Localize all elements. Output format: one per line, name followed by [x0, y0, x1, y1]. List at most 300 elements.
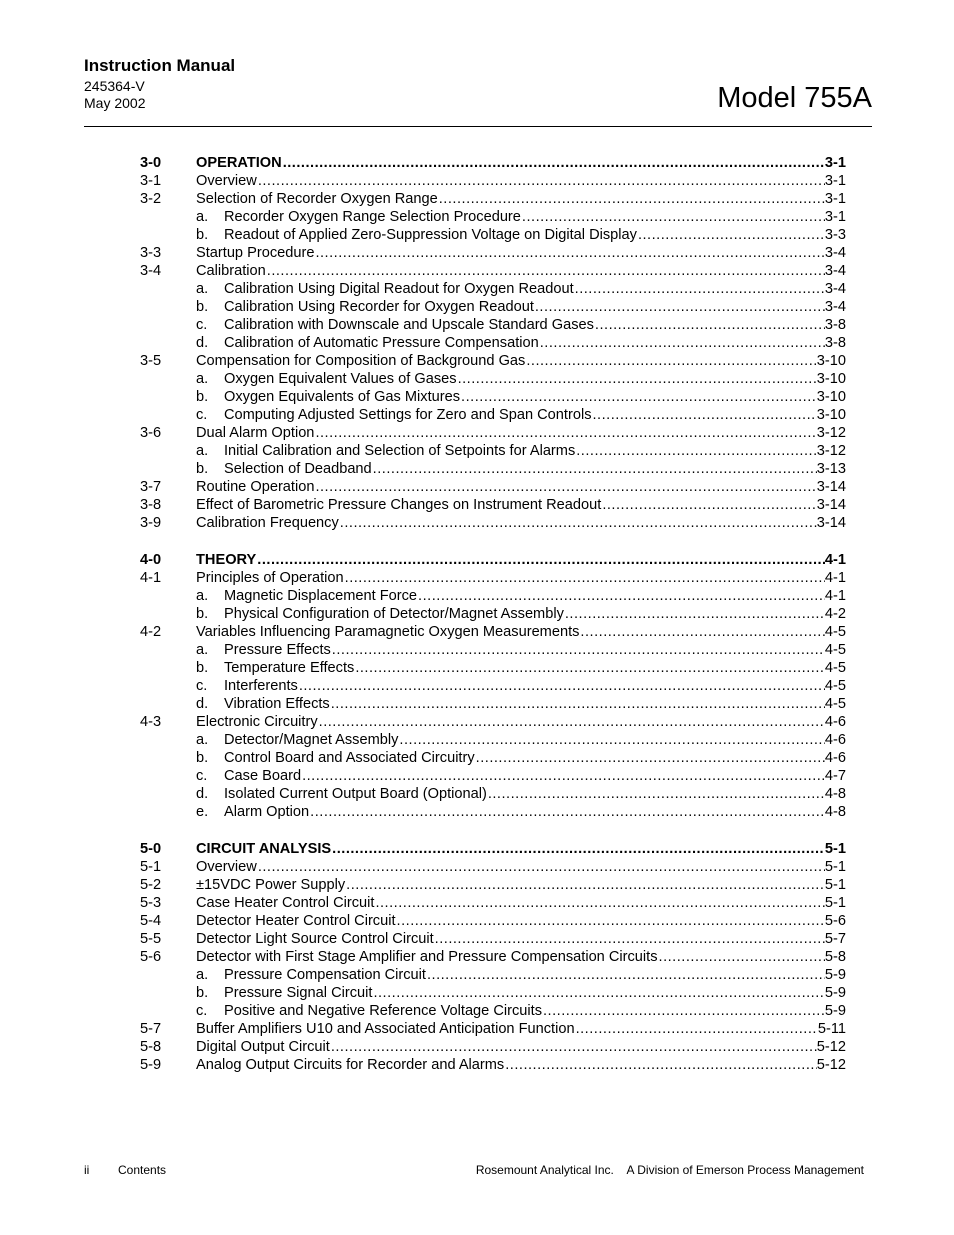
toc-entry-body	[224, 298, 846, 316]
toc-subsection-letter: b.	[196, 389, 209, 405]
toc-entry-title: Case Heater Control Circuit	[196, 895, 375, 911]
toc-entry[interactable]	[140, 948, 846, 966]
dot-leader	[331, 1038, 817, 1056]
toc-entry-body	[224, 316, 846, 334]
dot-leader	[331, 695, 825, 713]
toc-entry-title: Calibration Using Digital Readout for Oxygen Readout	[224, 281, 574, 297]
toc-entry-title: Recorder Oxygen Range Selection Procedure	[224, 209, 521, 225]
toc-entry-title: Calibration Using Recorder for Oxygen Readout	[224, 299, 534, 315]
toc-entry[interactable]	[140, 894, 846, 912]
toc-entry-title: Compensation for Composition of Background Gas	[196, 353, 526, 369]
dot-leader	[340, 514, 817, 532]
dot-leader	[375, 894, 824, 912]
toc-subsection-letter: c.	[196, 317, 208, 333]
toc-entry-body	[224, 388, 846, 406]
toc-page-number: 4-5	[824, 642, 846, 658]
toc-entry[interactable]	[140, 190, 846, 208]
toc-entry-body	[196, 1056, 846, 1074]
dot-leader	[302, 767, 825, 785]
toc-subsection-letter: a.	[196, 281, 209, 297]
dot-leader	[346, 876, 825, 894]
toc-entry-body	[196, 876, 846, 894]
toc-entry-title: Calibration of Automatic Pressure Compensation	[224, 335, 539, 351]
toc-entry-body	[196, 190, 846, 208]
toc-entry[interactable]	[140, 226, 846, 244]
toc-entry[interactable]	[140, 785, 846, 803]
toc-page-number: 3-12	[816, 443, 846, 459]
toc-entry-body	[224, 226, 846, 244]
toc-entry-title: Principles of Operation	[196, 570, 344, 586]
toc-page-number: 5-1	[824, 859, 846, 875]
toc-page-number: 5-7	[824, 931, 846, 947]
toc-page-number: 3-4	[824, 299, 846, 315]
toc-entry[interactable]	[140, 713, 846, 731]
footer-section: Contents	[118, 1163, 167, 1177]
toc-entry[interactable]	[140, 912, 846, 930]
toc-entry-body	[224, 641, 846, 659]
toc-page-number: 4-8	[824, 804, 846, 820]
toc-entry-body	[196, 858, 846, 876]
toc-entry[interactable]	[140, 569, 846, 587]
dot-leader	[543, 1002, 825, 1020]
toc-entry-title: Analog Output Circuits for Recorder and Alarms	[196, 1057, 505, 1073]
toc-page-number: 5-8	[824, 949, 846, 965]
toc-entry-body	[224, 749, 846, 767]
toc-page-number: 3-4	[824, 281, 846, 297]
toc-entry[interactable]	[140, 767, 846, 785]
model-name: Model 755A	[717, 82, 872, 114]
toc-page-number: 4-2	[824, 606, 846, 622]
toc-entry-body	[224, 1002, 846, 1020]
toc-entry[interactable]	[140, 930, 846, 948]
toc-entry-title: Pressure Compensation Circuit	[224, 967, 426, 983]
toc-subsection-letter: a.	[196, 371, 209, 387]
document-number: 245364-V	[84, 78, 145, 94]
toc-entry-body	[196, 478, 846, 496]
page-number: ii	[84, 1163, 90, 1177]
toc-section-number: 5-5	[140, 931, 162, 947]
toc-entry[interactable]	[140, 984, 846, 1002]
toc-entry-body	[196, 894, 846, 912]
toc-entry-body	[224, 695, 846, 713]
toc-entry-title: Interferents	[224, 678, 298, 694]
toc-entry[interactable]	[140, 749, 846, 767]
toc-entry[interactable]	[140, 858, 846, 876]
toc-entry-body	[196, 262, 846, 280]
dot-leader	[535, 298, 825, 316]
toc-page-number: 5-11	[817, 1021, 846, 1037]
toc-entry-title: Computing Adjusted Settings for Zero and Span Controls	[224, 407, 592, 423]
toc-entry-title: Detector Heater Control Circuit	[196, 913, 396, 929]
toc-subsection-letter: b.	[196, 299, 209, 315]
toc-page-number: 3-14	[816, 515, 846, 531]
toc-entry[interactable]	[140, 1020, 846, 1038]
page-footer	[84, 1163, 864, 1179]
toc-entry[interactable]	[140, 659, 846, 677]
toc-entry[interactable]	[140, 298, 846, 316]
toc-entry[interactable]	[140, 280, 846, 298]
toc-entry[interactable]	[140, 172, 846, 190]
dot-leader	[522, 208, 825, 226]
toc-subsection-letter: c.	[196, 678, 208, 694]
toc-page-number: 4-5	[824, 624, 846, 640]
toc-entry[interactable]	[140, 406, 846, 424]
toc-subsection-letter: a.	[196, 967, 209, 983]
toc-entry-title: Magnetic Displacement Force	[224, 588, 418, 604]
dot-leader	[575, 280, 825, 298]
toc-entry[interactable]	[140, 514, 846, 532]
manual-title: Instruction Manual	[84, 56, 236, 75]
toc-entry[interactable]	[140, 876, 846, 894]
toc-page-number: 5-9	[824, 1003, 846, 1019]
dot-leader	[461, 388, 817, 406]
toc-entry[interactable]	[140, 262, 846, 280]
toc-entry[interactable]	[140, 370, 846, 388]
dot-leader	[315, 244, 824, 262]
toc-entry[interactable]	[140, 803, 846, 821]
toc-entry-body	[224, 803, 846, 821]
toc-entry[interactable]	[140, 587, 846, 605]
toc-page-number: 3-10	[816, 371, 846, 387]
dot-leader	[659, 948, 825, 966]
toc-section-number: 3-0	[140, 155, 162, 171]
toc-entry[interactable]	[140, 352, 846, 370]
toc-entry-body	[224, 767, 846, 785]
dot-leader	[257, 551, 825, 569]
toc-page-number: 3-12	[816, 425, 846, 441]
toc-subsection-letter: d.	[196, 335, 209, 351]
toc-subsection-letter: a.	[196, 732, 209, 748]
dot-leader	[488, 785, 825, 803]
toc-entry-title: Control Board and Associated Circuitry	[224, 750, 475, 766]
toc-entry[interactable]	[140, 840, 846, 858]
toc-entry-body	[224, 984, 846, 1002]
toc-subsection-letter: b.	[196, 461, 209, 477]
dot-leader	[526, 352, 816, 370]
toc-entry-title: Variables Influencing Paramagnetic Oxygen Measurements	[196, 624, 580, 640]
toc-page-number: 3-1	[824, 191, 846, 207]
dot-leader	[355, 659, 825, 677]
toc-section-number: 3-7	[140, 479, 162, 495]
toc-subsection-letter: a.	[196, 588, 209, 604]
toc-entry[interactable]	[140, 623, 846, 641]
dot-leader	[373, 984, 824, 1002]
dot-leader	[332, 840, 825, 858]
toc-page-number: 5-12	[816, 1057, 846, 1073]
toc-entry-body	[196, 551, 846, 569]
toc-entry-title: Case Board	[224, 768, 302, 784]
toc-section-number: 4-1	[140, 570, 162, 586]
dot-leader	[258, 172, 825, 190]
toc-entry[interactable]	[140, 442, 846, 460]
toc-entry-title: Calibration Frequency	[196, 515, 339, 531]
toc-entry-title: Routine Operation	[196, 479, 315, 495]
footer-company: Rosemount Analytical Inc. A Division of Emerson Process Management	[475, 1163, 864, 1177]
toc-section-number: 4-2	[140, 624, 162, 640]
dot-leader	[283, 154, 825, 172]
toc-entry-body	[196, 1038, 846, 1056]
toc-page-number: 4-6	[824, 750, 846, 766]
dot-leader	[299, 677, 825, 695]
toc-page-number: 3-14	[816, 479, 846, 495]
dot-leader	[638, 226, 825, 244]
toc-entry-title: Detector Light Source Control Circuit	[196, 931, 434, 947]
toc-section-number: 4-0	[140, 552, 162, 568]
toc-entry-title: Detector with First Stage Amplifier and Pressure Compensation Circuits	[196, 949, 658, 965]
dot-leader	[427, 966, 825, 984]
toc-entry[interactable]	[140, 551, 846, 569]
toc-page-number: 3-10	[816, 353, 846, 369]
dot-leader	[540, 334, 825, 352]
toc-entry-body	[224, 587, 846, 605]
toc-page-number: 3-8	[824, 317, 846, 333]
toc-entry-title: Pressure Signal Circuit	[224, 985, 373, 1001]
toc-page-number: 5-1	[824, 877, 846, 893]
toc-subsection-letter: c.	[196, 768, 208, 784]
toc-page-number: 3-3	[824, 227, 846, 243]
toc-section-number: 5-0	[140, 841, 162, 857]
toc-section-number: 4-3	[140, 714, 162, 730]
toc-entry[interactable]	[140, 388, 846, 406]
dot-leader	[580, 623, 824, 641]
toc-entry-body	[196, 930, 846, 948]
toc-page-number: 3-8	[824, 335, 846, 351]
toc-page-number: 3-1	[824, 209, 846, 225]
toc-entry[interactable]	[140, 731, 846, 749]
dot-leader	[399, 731, 825, 749]
toc-entry[interactable]	[140, 316, 846, 334]
toc-page-number: 5-12	[816, 1039, 846, 1055]
toc-entry-body	[196, 948, 846, 966]
toc-page-number: 3-4	[824, 245, 846, 261]
toc-entry-title: Initial Calibration and Selection of Setpoints for Alarms	[224, 443, 576, 459]
toc-subsection-letter: a.	[196, 642, 209, 658]
dot-leader	[315, 478, 816, 496]
toc-entry-body	[196, 496, 846, 514]
toc-entry-title: Calibration with Downscale and Upscale Standard Gases	[224, 317, 594, 333]
toc-entry[interactable]	[140, 460, 846, 478]
toc-entry-title: Calibration	[196, 263, 266, 279]
toc-entry-body	[224, 605, 846, 623]
toc-section-number: 5-6	[140, 949, 162, 965]
toc-entry-title: OPERATION	[196, 155, 282, 171]
toc-entry-title: Overview	[196, 859, 257, 875]
toc-page-number: 5-1	[824, 895, 846, 911]
dot-leader	[595, 316, 825, 334]
dot-leader	[439, 190, 825, 208]
dot-leader	[310, 803, 825, 821]
toc-subsection-letter: b.	[196, 985, 209, 1001]
toc-entry-title: Alarm Option	[224, 804, 310, 820]
dot-leader	[373, 460, 817, 478]
toc-entry[interactable]	[140, 677, 846, 695]
toc-page-number: 4-5	[824, 660, 846, 676]
toc-page-number: 4-8	[824, 786, 846, 802]
toc-entry-body	[196, 569, 846, 587]
toc-entry-title: CIRCUIT ANALYSIS	[196, 841, 332, 857]
toc-section-number: 5-3	[140, 895, 162, 911]
dot-leader	[458, 370, 817, 388]
toc-entry-body	[196, 244, 846, 262]
toc-entry-body	[224, 370, 846, 388]
toc-entry-title: Dual Alarm Option	[196, 425, 315, 441]
toc-entry-body	[196, 172, 846, 190]
toc-page-number: 3-10	[816, 407, 846, 423]
toc-entry-title: Isolated Current Output Board (Optional)	[224, 786, 487, 802]
dot-leader	[332, 641, 825, 659]
toc-entry[interactable]	[140, 478, 846, 496]
toc-entry-body	[196, 840, 846, 858]
toc-section-number: 3-4	[140, 263, 162, 279]
toc-subsection-letter: a.	[196, 209, 209, 225]
publication-date: May 2002	[84, 95, 146, 111]
toc-entry-title: Physical Configuration of Detector/Magnet Assembly	[224, 606, 564, 622]
toc-section-number: 5-9	[140, 1057, 162, 1073]
toc-page-number: 4-5	[824, 696, 846, 712]
toc-entry-body	[224, 659, 846, 677]
toc-entry-title: Overview	[196, 173, 257, 189]
toc-section-number: 3-9	[140, 515, 162, 531]
toc-entry-title: Selection of Recorder Oxygen Range	[196, 191, 438, 207]
toc-entry-body	[224, 460, 846, 478]
toc-entry[interactable]	[140, 496, 846, 514]
toc-section-number: 5-2	[140, 877, 162, 893]
toc-page-number: 5-9	[824, 985, 846, 1001]
toc-page-number: 5-6	[824, 913, 846, 929]
toc-entry[interactable]	[140, 208, 846, 226]
dot-leader	[476, 749, 825, 767]
toc-section-number: 5-8	[140, 1039, 162, 1055]
toc-subsection-letter: b.	[196, 660, 209, 676]
dot-leader	[435, 930, 825, 948]
toc-entry-body	[196, 154, 846, 172]
toc-entry[interactable]	[140, 641, 846, 659]
dot-leader	[418, 587, 825, 605]
toc-entry[interactable]	[140, 1056, 846, 1074]
toc-page-number: 4-6	[824, 714, 846, 730]
toc-page-number: 4-6	[824, 732, 846, 748]
toc-page-number: 4-1	[824, 588, 846, 604]
toc-entry-title: Buffer Amplifiers U10 and Associated Anticipation Function	[196, 1021, 575, 1037]
toc-entry-title: Oxygen Equivalent Values of Gases	[224, 371, 457, 387]
toc-page-number: 4-5	[824, 678, 846, 694]
toc-page-number: 4-1	[824, 570, 846, 586]
toc-entry[interactable]	[140, 244, 846, 262]
page-header	[84, 56, 872, 126]
toc-section-number: 3-3	[140, 245, 162, 261]
toc-entry-body	[196, 514, 846, 532]
toc-entry[interactable]	[140, 1038, 846, 1056]
dot-leader	[576, 442, 817, 460]
toc-entry[interactable]	[140, 695, 846, 713]
toc-entry-title: Pressure Effects	[224, 642, 331, 658]
toc-page-number: 3-1	[824, 155, 846, 171]
toc-entry-body	[224, 966, 846, 984]
toc-entry[interactable]	[140, 424, 846, 442]
dot-leader	[267, 262, 825, 280]
toc-section-number: 3-5	[140, 353, 162, 369]
toc-entry-body	[224, 785, 846, 803]
toc-entry-body	[196, 424, 846, 442]
toc-page-number: 5-9	[824, 967, 846, 983]
toc-page-number: 5-1	[824, 841, 846, 857]
dot-leader	[397, 912, 825, 930]
toc-subsection-letter: b.	[196, 750, 209, 766]
header-rule	[84, 126, 872, 127]
toc-entry-body	[196, 623, 846, 641]
dot-leader	[258, 858, 825, 876]
toc-entry[interactable]	[140, 154, 846, 172]
toc-page-number: 4-1	[824, 552, 846, 568]
toc-entry-title: Temperature Effects	[224, 660, 355, 676]
toc-section-number: 3-6	[140, 425, 162, 441]
toc-entry-title: THEORY	[196, 552, 257, 568]
toc-section-number: 3-1	[140, 173, 162, 189]
toc-entry-body	[196, 1020, 846, 1038]
toc-entry-body	[224, 442, 846, 460]
toc-entry[interactable]	[140, 334, 846, 352]
toc-page-number: 4-7	[824, 768, 846, 784]
toc-section-number: 3-8	[140, 497, 162, 513]
toc-page-number: 3-1	[824, 173, 846, 189]
toc-entry-title: ±15VDC Power Supply	[196, 877, 346, 893]
toc-section-number: 3-2	[140, 191, 162, 207]
toc-section-number: 5-1	[140, 859, 162, 875]
toc-section-number: 5-7	[140, 1021, 162, 1037]
dot-leader	[576, 1020, 818, 1038]
toc-entry[interactable]	[140, 966, 846, 984]
dot-leader	[505, 1056, 817, 1074]
table-of-contents	[140, 154, 846, 1074]
dot-leader	[602, 496, 816, 514]
dot-leader	[319, 713, 825, 731]
dot-leader	[315, 424, 816, 442]
toc-page-number: 3-10	[816, 389, 846, 405]
toc-entry-body	[224, 677, 846, 695]
toc-entry-body	[224, 208, 846, 226]
toc-page-number: 3-4	[824, 263, 846, 279]
toc-entry-title: Vibration Effects	[224, 696, 330, 712]
toc-subsection-letter: d.	[196, 786, 209, 802]
toc-subsection-letter: d.	[196, 696, 209, 712]
toc-entry-body	[224, 334, 846, 352]
toc-subsection-letter: e.	[196, 804, 209, 820]
toc-subsection-letter: b.	[196, 227, 209, 243]
toc-entry-body	[196, 352, 846, 370]
toc-subsection-letter: c.	[196, 1003, 208, 1019]
toc-entry-title: Positive and Negative Reference Voltage Circuits	[224, 1003, 542, 1019]
dot-leader	[565, 605, 825, 623]
toc-entry-title: Startup Procedure	[196, 245, 315, 261]
toc-entry-title: Effect of Barometric Pressure Changes on Instrument Readout	[196, 497, 602, 513]
toc-entry-title: Readout of Applied Zero-Suppression Voltage on Digital Display	[224, 227, 637, 243]
toc-entry-title: Selection of Deadband	[224, 461, 372, 477]
toc-section-number: 5-4	[140, 913, 162, 929]
toc-entry-body	[224, 406, 846, 424]
toc-entry[interactable]	[140, 1002, 846, 1020]
toc-subsection-letter: b.	[196, 606, 209, 622]
dot-leader	[345, 569, 825, 587]
dot-leader	[593, 406, 817, 424]
toc-entry-title: Detector/Magnet Assembly	[224, 732, 399, 748]
toc-entry-body	[196, 713, 846, 731]
toc-entry[interactable]	[140, 605, 846, 623]
toc-page-number: 3-14	[816, 497, 846, 513]
toc-subsection-letter: c.	[196, 407, 208, 423]
toc-subsection-letter: a.	[196, 443, 209, 459]
toc-entry-title: Oxygen Equivalents of Gas Mixtures	[224, 389, 461, 405]
toc-entry-body	[224, 731, 846, 749]
